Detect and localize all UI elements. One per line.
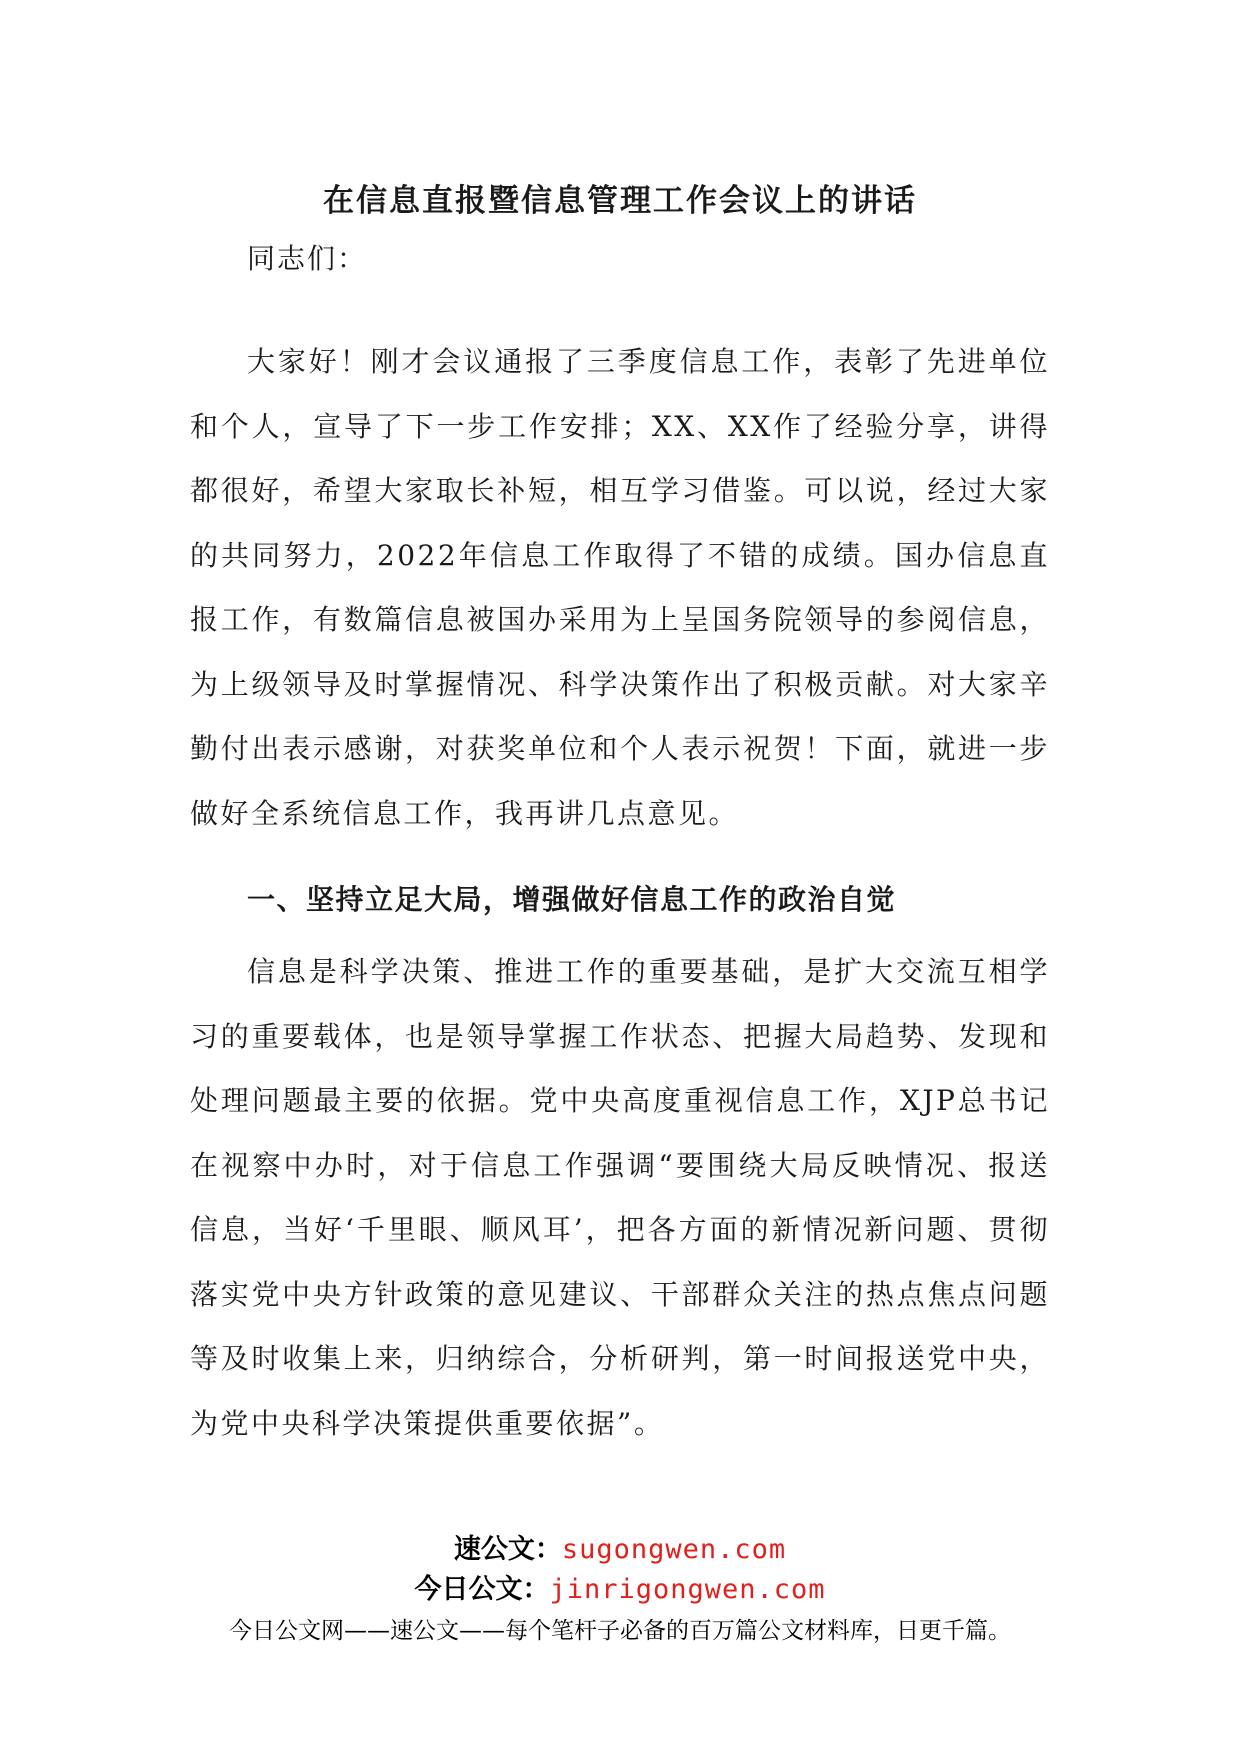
document-title: 在信息直报暨信息管理工作会议上的讲话 [323,183,917,219]
footer-site-line-1 [0,1532,1240,1568]
footer-link-sugongwen[interactable]: sugongwen.com [561,1534,787,1565]
paragraph-intro: 大家好！刚才会议通报了三季度信息工作，表彰了先进单位和个人，宣导了下一步工作安排；XX、XX作了经验分享，讲得都很好，希望大家取长补短，相互学习借鉴。可以说，经过大家的共同努力，2022年信息工作取得了不错的成绩。国办信息直报工作，有数篇信息被国办采用为上呈国务院领导的参阅信息，为上级领导及时掌握情况、科学决策作出了积极贡献。对大家辛勤付出表示感谢，对获奖单位和个人表示祝贺！下面，就进一步做好全系统信息工作，我再讲几点意见。 [190,345,1050,830]
footer-label-1: 速公文： [453,1534,562,1565]
salutation: 同志们： [247,242,368,275]
paragraph-section-1: 信息是科学决策、推进工作的重要基础，是扩大交流互相学习的重要载体，也是领导掌握工作状态、把握大局趋势、发现和处理问题最主要的依据。党中央高度重视信息工作，XJP总书记在视察中办时，对于信息工作强调“要围绕大局反映情况、报送信息，当好‘千里眼、顺风耳’，把各方面的新情况新问题、贯彻落实党中央方针政策的意见建议、干部群众关注的热点焦点问题等及时收集上来，归纳综合，分析研判，第一时间报送党中央，为党中央科学决策提供重要依据”。 [190,955,1050,1440]
footer-label-2: 今日公文： [414,1574,550,1605]
footer-link-jinrigongwen[interactable]: jinrigongwen.com [549,1574,826,1605]
section-heading-1: 一、坚持立足大局，增强做好信息工作的政治自觉 [247,883,897,916]
footer-site-line-2 [0,1572,1240,1608]
footer-tagline: 今日公文网——速公文——每个笔杆子必备的百万篇公文材料库，日更千篇。 [229,1618,1011,1644]
